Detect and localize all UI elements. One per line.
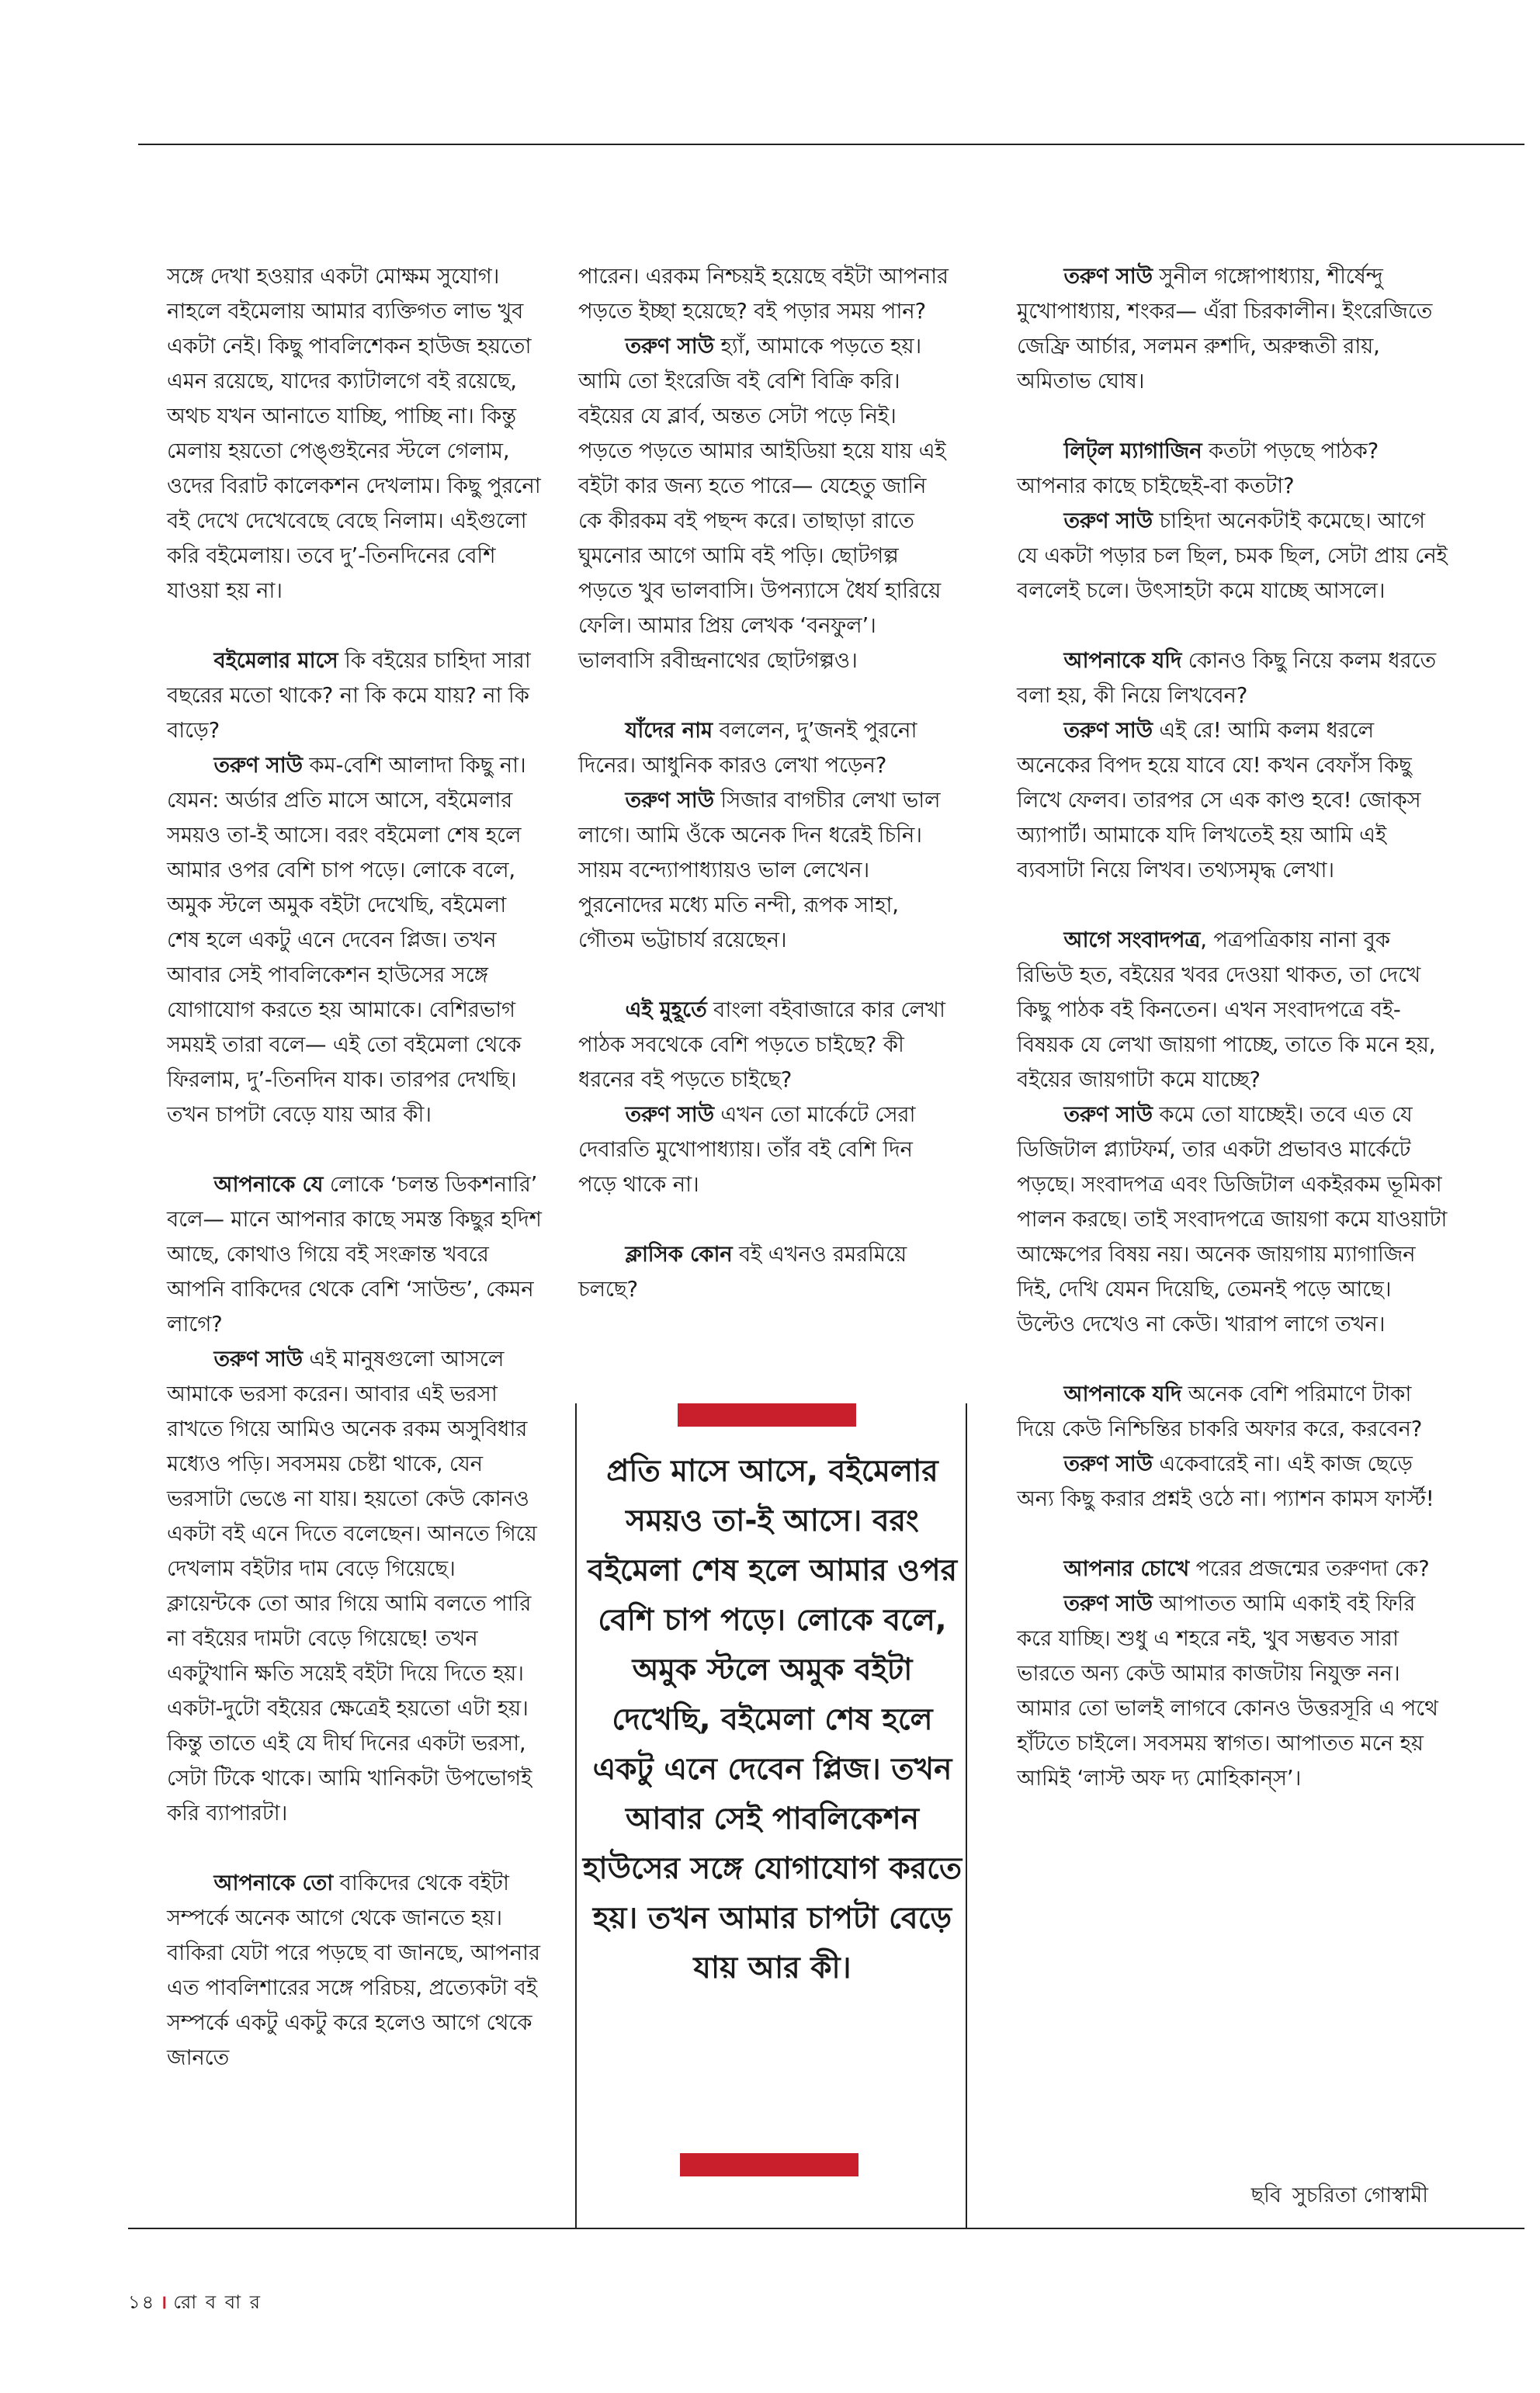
paragraph-text: অনেক বেশি পরিমাণে টাকা দিয়ে কেউ নিশ্চিন্তির চাকরি অফার করে, করবেন? [1017, 1382, 1423, 1441]
speaker-name: তরুণ সাউ [1063, 718, 1153, 743]
question-paragraph [167, 1167, 543, 1342]
answer-paragraph [167, 1342, 543, 1831]
column-3 [1017, 259, 1448, 1796]
question-lead: আপনাকে তো [213, 1871, 334, 1895]
question-paragraph [1017, 923, 1448, 1098]
answer-paragraph [1017, 1447, 1448, 1517]
speaker-name: তরুণ সাউ [1063, 1102, 1153, 1127]
paragraph-gap [1017, 1517, 1448, 1552]
paragraph-gap [1017, 609, 1448, 643]
speaker-name: তরুণ সাউ [213, 1347, 303, 1372]
speaker-name: তরুণ সাউ [625, 788, 714, 813]
photo-credit-name: সুচরিতা গোস্বামী [1292, 2183, 1428, 2207]
paragraph-text: কোনও কিছু নিয়ে কলম ধরতে বলা হয়, কী নিয়ে লিখবেন? [1017, 648, 1436, 708]
paragraph-text: বাকিদের থেকে বইটা সম্পর্কে অনেক আগে থেকে জানতে হয়। বাকিরা যেটা পরে পড়ছে বা জানছে, আপনার এত পাবলিশারের সঙ্গে পরিচয়, প্রত্যেকটা বই সম্পর্কে একটু একটু করে হলেও আগে থেকে জানতে [167, 1871, 540, 2070]
paragraph-text: পারেন। এরকম নিশ্চয়ই হয়েছে বইটা আপনার পড়তে ইচ্ছা হয়েছে? বই পড়ার সময় পান? [578, 264, 949, 324]
paragraph-text: বাংলা বইবাজারে কার লেখা পাঠক সবথেকে বেশি পড়তে চাইছে? কী ধরনের বই পড়তে চাইছে? [578, 997, 945, 1092]
paragraph-text: একেবারেই না। এই কাজ ছেড়ে অন্য কিছু করার প্রশ্নই ওঠে না। প্যাশন কামস ফার্স্ট! [1017, 1451, 1434, 1511]
paragraph-text: সুনীল গঙ্গোপাধ্যায়, শীর্ষেন্দু মুখোপাধ্যায়, শংকর— এঁরা চিরকালীন। ইংরেজিতে জেফ্রি আর্চার, সলমন রুশদি, অরুন্ধতী রায়, অমিতাভ ঘোষ। [1017, 264, 1433, 394]
pull-quote: প্রতি মাসে আসে, বইমেলার সময়ও তা-ই আসে। বরং বইমেলা শেষ হলে আমার ওপর বেশি চাপ পড়ে। লোকে বলে, অমুক স্টলে অমুক বইটা দেখেছি, বইমেলা শেষ হলে একটু এনে দেবেন প্লিজ। তখন আবার সেই পাবলিকেশন হাউসের সঙ্গে যোগাযোগ করতে হয়। তখন আমার চাপটা বেড়ে যায় আর কী। [582, 1454, 962, 1985]
paragraph-gap [167, 609, 543, 643]
question-lead: আপনাকে যদি [1063, 1382, 1182, 1406]
speaker-name: তরুণ সাউ [1063, 1591, 1153, 1616]
page-number: ১৪ [128, 2291, 156, 2313]
photo-credit-label: ছবি [1250, 2183, 1282, 2207]
speaker-name: তরুণ সাউ [213, 753, 303, 778]
photo-credit [1251, 2180, 1428, 2214]
paragraph-text: চাহিদা অনেকটাই কমেছে। আগে যে একটা পড়ার চল ছিল, চমক ছিল, সেটা প্রায় নেই বললেই চলে। উৎসাহটা কমে যাচ্ছে আসলে। [1017, 508, 1448, 603]
footer-separator: । [160, 2291, 169, 2313]
column-2 [578, 259, 955, 1307]
question-lead: আপনাকে যে [213, 1172, 324, 1197]
paragraph-text: , পত্রপত্রিকায় নানা বুক রিভিউ হত, বইয়ের খবর দেওয়া থাকত, তা দেখে কিছু পাঠক বই কিনতেন। এখন সংবাদপত্রে বই-বিষয়ক যে লেখা জায়গা পাচ্ছে, তাতে কি মনে হয়, বইয়ের জায়গাটা কমে যাচ্ছে? [1017, 928, 1436, 1092]
body-paragraph [167, 259, 543, 609]
question-lead: ক্লাসিক কোন [625, 1242, 733, 1267]
answer-paragraph [1017, 1587, 1448, 1796]
paragraph-gap [1017, 888, 1448, 923]
paragraph-text: লোকে ‘চলন্ত ডিকশনারি’ বলে— মানে আপনার কাছে সমস্ত কিছুর হদিশ আছে, কোথাও গিয়ে বই সংক্রান্ত খবরে আপনি বাকিদের থেকে বেশি ‘সাউন্ড’, কেমন লাগে? [167, 1172, 542, 1337]
speaker-name: তরুণ সাউ [1063, 264, 1153, 289]
paragraph-text: কতটা পড়ছে পাঠক? আপনার কাছে চাইছেই-বা কতটা? [1017, 439, 1379, 498]
answer-paragraph [578, 329, 955, 678]
question-paragraph [1017, 434, 1448, 504]
paragraph-text: বললেন, দু’জনই পুরনো দিনের। আধুনিক কারও লেখা পড়েন? [578, 718, 917, 778]
paragraph-text: কমে তো যাচ্ছেই। তবে এত যে ডিজিটাল প্ল্যাটফর্ম, তার একটা প্রভাবও মার্কেটে পড়ছে। সংবাদপত্র এবং ডিজিটাল একইরকম ভূমিকা পালন করছে। তাই সংবাদপত্রে জায়গা কমে যাওয়াটা আক্ষেপের বিষয় নয়। অনেক জায়গায় ম্যাগাজিন দিই, দেখি যেমন দিয়েছি, তেমনই পড়ে আছে। উল্টেও দেখেও না কেউ। খারাপ লাগে তখন। [1017, 1102, 1448, 1337]
paragraph-text: সিজার বাগচীর লেখা ভাল লাগে। আমি ওঁকে অনেক দিন ধরেই চিনি। সায়ম বন্দ্যোপাধ্যায়ও ভাল লেখেন। পুরনোদের মধ্যে মতি নন্দী, রূপক সাহা, গৌতম ভট্টাচার্য রয়েছেন। [578, 788, 941, 952]
answer-paragraph [578, 1098, 955, 1202]
answer-paragraph [1017, 504, 1448, 609]
question-paragraph [1017, 1552, 1448, 1587]
paragraph-text: সঙ্গে দেখা হওয়ার একটা মোক্ষম সুযোগ। নাহলে বইমেলায় আমার ব্যক্তিগত লাভ খুব একটা নেই। কিছু পাবলিশেকন হাউজ হয়তো এমন রয়েছে, যাদের ক্যাটালগে বই রয়েছে, অথচ যখন আনাতে যাচ্ছি, পাচ্ছি না। কিন্তু মেলায় হয়তো পেঙ্গুইনের স্টলে গেলাম, ওদের বিরাট কালেকশন দেখলাম। কিছু পুরনো বই দেখে দেখেবেছে বেছে নিলাম। এইগুলো করি বইমেলায়। তবে দু’-তিনদিনের বেশি যাওয়া হয় না। [167, 264, 541, 603]
speaker-name: তরুণ সাউ [625, 334, 714, 359]
pullquote-top-bar [678, 1403, 856, 1427]
question-lead: আপনাকে যদি [1063, 648, 1182, 673]
answer-paragraph [167, 748, 543, 1132]
question-lead: আপনার চোখে [1063, 1556, 1190, 1581]
answer-paragraph [1017, 259, 1448, 399]
paragraph-gap [578, 1202, 955, 1237]
speaker-name: তরুণ সাউ [625, 1102, 714, 1127]
section-name: রো ব বা র [173, 2291, 262, 2313]
column-1 [167, 259, 543, 2076]
paragraph-gap [578, 958, 955, 993]
paragraph-gap [578, 678, 955, 713]
top-rule [138, 144, 1524, 145]
paragraph-text: কি বইয়ের চাহিদা সারা বছরের মতো থাকে? না কি কমে যায়? না কি বাড়ে? [167, 648, 531, 743]
answer-paragraph [1017, 1098, 1448, 1342]
question-paragraph [578, 1237, 955, 1307]
paragraph-text: বই এখনও রমরমিয়ে চলছে? [578, 1242, 907, 1302]
question-lead: এই মুহূর্তে [625, 997, 707, 1022]
page-footer [128, 2288, 262, 2319]
question-paragraph [578, 993, 955, 1098]
paragraph-text: এখন তো মার্কেটে সেরা দেবারতি মুখোপাধ্যায়। তাঁর বই বেশি দিন পড়ে থাকে না। [578, 1102, 916, 1197]
question-paragraph [1017, 1377, 1448, 1447]
column-divider-left [575, 1403, 577, 2228]
question-paragraph [578, 713, 955, 783]
paragraph-text: হ্যাঁ, আমাকে পড়তে হয়। আমি তো ইংরেজি বই বেশি বিক্রি করি। বইয়ের যে ব্লার্ব, অন্তত সেটা পড়ে নিই। পড়তে পড়তে আমার আইডিয়া হয়ে যায় এই বইটা কার জন্য হতে পারে— যেহেতু জানি কে কীরকম বই পছন্দ করে। তাছাড়া রাতে ঘুমনোর আগে আমি বই পড়ি। ছোটগল্প পড়তে খুব ভালবাসি। উপন্যাসে ধৈর্য হারিয়ে ফেলি। আমার প্রিয় লেখক ‘বনফুল’। ভালবাসি রবীন্দ্রনাথের ছোটগল্পও। [578, 334, 946, 673]
pullquote-bottom-bar [680, 2153, 858, 2176]
speaker-name: তরুণ সাউ [1063, 1451, 1153, 1476]
paragraph-gap [1017, 399, 1448, 434]
answer-paragraph [578, 783, 955, 958]
body-paragraph [578, 259, 955, 329]
speaker-name: তরুণ সাউ [1063, 508, 1153, 533]
question-lead: আগে সংবাদপত্র [1063, 928, 1201, 952]
question-lead: যাঁদের নাম [625, 718, 713, 743]
paragraph-text: আপাতত আমি একাই বই ফিরি করে যাচ্ছি। শুধু এ শহরে নই, খুব সম্ভবত সারা ভারতে অন্য কেউ আমার কাজটায় নিযুক্ত নন। আমার তো ভালই লাগবে কোনও উত্তরসূরি এ পথে হাঁটতে চাইলে। সবসময় স্বাগত। আপাতত মনে হয় আমিই ‘লাস্ট অফ দ্য মোহিকান্‌স’। [1017, 1591, 1438, 1791]
paragraph-gap [167, 1831, 543, 1866]
bottom-rule [128, 2228, 1524, 2229]
paragraph-text: পরের প্রজন্মের তরুণদা কে? [1189, 1556, 1430, 1581]
question-paragraph [167, 643, 543, 748]
paragraph-gap [167, 1132, 543, 1167]
paragraph-gap [1017, 1342, 1448, 1377]
answer-paragraph [1017, 713, 1448, 888]
question-paragraph [1017, 643, 1448, 713]
paragraph-text: এই মানুষগুলো আসলে আমাকে ভরসা করেন। আবার এই ভরসা রাখতে গিয়ে আমিও অনেক রকম অসুবিধার মধ্যেও পড়ি। সবসময় চেষ্টা থাকে, যেন ভরসাটা ভেঙে না যায়। হয়তো কেউ কোনও একটা বই এনে দিতে বলেছেন। আনতে গিয়ে দেখলাম বইটার দাম বেড়ে গিয়েছে। ক্লায়েন্টকে তো আর গিয়ে আমি বলতে পারি না বইয়ের দামটা বেড়ে গিয়েছে! তখন একটুখানি ক্ষতি সয়েই বইটা দিয়ে দিতে হয়। একটা-দুটো বইয়ের ক্ষেত্রেই হয়তো এটা হয়। কিন্তু তাতে এই যে দীর্ঘ দিনের একটা ভরসা, সেটা টিকে থাকে। আমি খানিকটা উপভোগই করি ব্যাপারটা। [167, 1347, 537, 1826]
paragraph-text: এই রে! আমি কলম ধরলে অনেকের বিপদ হয়ে যাবে যে! কখন বেফাঁস কিছু লিখে ফেলব। তারপর সে এক কাণ্ড হবে! জোক্‌স অ্যাপার্ট। আমাকে যদি লিখতেই হয় আমি এই ব্যবসাটা নিয়ে লিখব। তথ্যসমৃদ্ধ লেখা। [1017, 718, 1421, 883]
question-lead: লিট্‌ল ম্যাগাজিন [1063, 439, 1202, 463]
paragraph-text: কম-বেশি আলাদা কিছু না। যেমন: অর্ডার প্রতি মাসে আসে, বইমেলার সময়ও তা-ই আসে। বরং বইমেলা শেষ হলে আমার ওপর বেশি চাপ পড়ে। লোকে বলে, অমুক স্টলে অমুক বইটা দেখেছি, বইমেলা শেষ হলে একটু এনে দেবেন প্লিজ। তখন আবার সেই পাবলিকেশন হাউসের সঙ্গে যোগাযোগ করতে হয় আমাকে। বেশিরভাগ সময়ই তারা বলে— এই তো বইমেলা থেকে ফিরলাম, দু’-তিনদিন যাক। তারপর দেখছি। তখন চাপটা বেড়ে যায় আর কী। [167, 753, 526, 1127]
question-paragraph [167, 1866, 543, 2076]
question-lead: বইমেলার মাসে [213, 648, 338, 673]
